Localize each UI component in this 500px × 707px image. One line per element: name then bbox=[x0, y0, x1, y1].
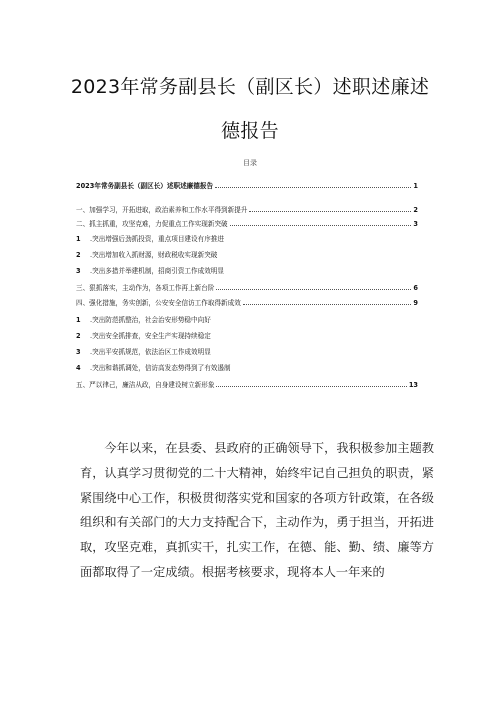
toc-item-label: 一、加强学习，开拓进取，政治素养和工作水平得到新提升 bbox=[76, 206, 248, 214]
toc-leader-dots bbox=[249, 210, 411, 212]
toc-item-label: 四、强化措施，务实创新，公安安全信访工作取得新成效 bbox=[76, 299, 241, 307]
toc-item-label: .突出增强后劲抓投资，重点项目建设有序推进 bbox=[90, 235, 224, 243]
toc-item-label: 二、抓主抓重，攻坚克难，力促重点工作实现新突破 bbox=[76, 220, 228, 228]
toc-item-number: 3 bbox=[76, 267, 81, 275]
toc-item-page: 9 bbox=[413, 299, 418, 307]
body-paragraph: 今年以来，在县委、县政府的正确领导下，我积极参加主题教育，认真学习贯彻党的二十大精神，始终牢记自己担负的职责，紧紧围绕中心工作，积极贯彻落实党和国家的各项方针政策，在各级组织和有关部门的大力支持配合下，主动作为，勇于担当，开拓进取，攻坚克难，真抓实干，扎实工作，在德、能、勤、绩、廉等方面都取得了一定成绩。根据考核要求，现将本人一年来的 bbox=[80, 441, 434, 579]
toc-leader-dots bbox=[216, 288, 411, 290]
body-text bbox=[80, 436, 434, 585]
toc-item-label: 三、狠抓落实，主动作为，各项工作再上新台阶 bbox=[76, 284, 215, 292]
toc-item-label: 五、严以律己，廉洁从政，自身建设树立新形象 bbox=[76, 381, 215, 389]
toc-item-number: 3 bbox=[76, 348, 81, 356]
toc-item[interactable] bbox=[76, 328, 418, 340]
toc-leader-dots bbox=[230, 224, 412, 226]
toc-item-label: .突出增加收入抓财源，财政税收实现新突破 bbox=[90, 251, 218, 259]
toc-item[interactable] bbox=[76, 377, 418, 389]
toc-item-page: 6 bbox=[413, 284, 418, 292]
toc-item-label: .突出防范抓整治，社会治安形势稳中向好 bbox=[90, 316, 211, 324]
toc-item-page: 2 bbox=[413, 206, 418, 214]
toc-item[interactable] bbox=[76, 360, 418, 372]
toc-item-label: .突出和谐抓调处，信访高发态势得到了有效遏制 bbox=[90, 364, 231, 372]
toc-item[interactable] bbox=[76, 178, 418, 190]
toc-item-label: .突出平安抓规范，依法治区工作成效明显 bbox=[90, 348, 211, 356]
toc-item[interactable] bbox=[76, 247, 418, 259]
toc-item-page: 13 bbox=[408, 381, 418, 389]
toc-leader-dots bbox=[216, 385, 406, 387]
toc-item-number: 1 bbox=[76, 235, 81, 243]
toc-item-label: 2023年常务副县长（副区长）述职述廉德报告 bbox=[76, 182, 214, 190]
toc-leader-dots bbox=[243, 303, 412, 305]
toc-item[interactable] bbox=[76, 263, 418, 275]
toc-item-label: .突出多措并举建机制，招商引资工作成效明显 bbox=[90, 267, 224, 275]
toc-item[interactable] bbox=[76, 312, 418, 324]
document-title-line1: 2023年常务副县长（副区长）述职述廉述 bbox=[70, 76, 430, 98]
toc-leader-dots bbox=[215, 186, 411, 188]
toc-item-page: 3 bbox=[413, 220, 418, 228]
toc-item[interactable] bbox=[76, 231, 418, 243]
toc-heading: 目录 bbox=[243, 159, 257, 167]
toc-item-number: 2 bbox=[76, 332, 81, 340]
toc-item[interactable] bbox=[76, 202, 418, 214]
document-title-line2: 德报告 bbox=[221, 120, 279, 142]
toc-item[interactable] bbox=[76, 295, 418, 307]
toc-item[interactable] bbox=[76, 216, 418, 228]
toc-item[interactable] bbox=[76, 344, 418, 356]
toc-item-number: 1 bbox=[76, 316, 81, 324]
toc-item[interactable] bbox=[76, 280, 418, 292]
toc-item-number: 2 bbox=[76, 251, 81, 259]
toc-item-label: .突出安全抓排查，安全生产实现持续稳定 bbox=[90, 332, 211, 340]
toc-item-number: 4 bbox=[76, 364, 81, 372]
toc-item-page: 1 bbox=[413, 182, 418, 190]
